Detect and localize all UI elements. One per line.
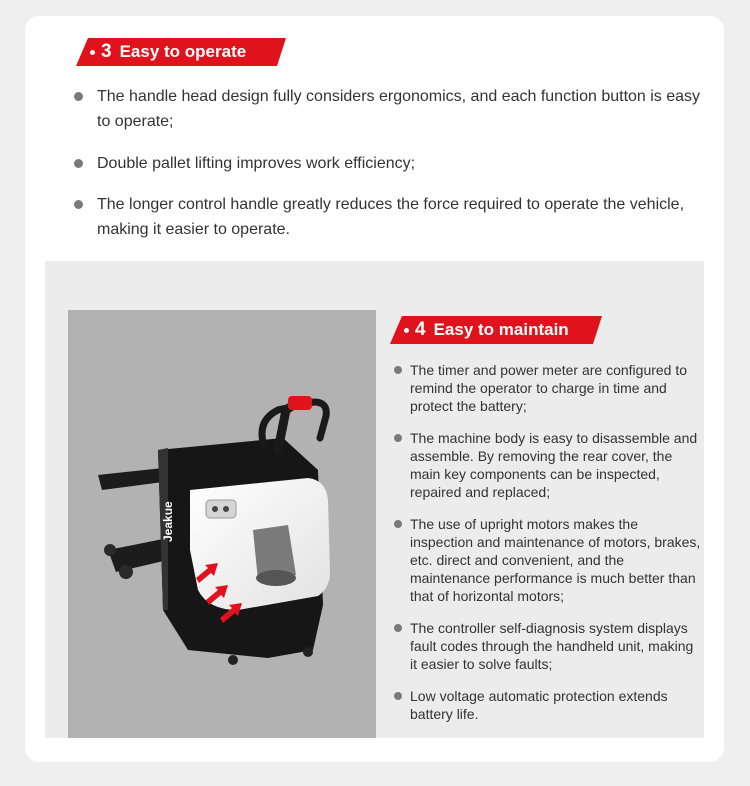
bullet-icon	[394, 434, 402, 442]
maintain-panel	[45, 261, 704, 738]
list-item	[392, 515, 702, 605]
bullet-icon	[74, 159, 83, 168]
section-4-tag	[390, 316, 602, 344]
section-4-title: Easy to maintain	[433, 320, 569, 339]
list-item	[392, 619, 702, 673]
brand-label: Jeakue	[161, 501, 175, 542]
list-item	[71, 192, 701, 242]
tag-dot	[404, 328, 409, 333]
list-item	[71, 151, 701, 176]
section-4-list	[392, 361, 702, 723]
list-item	[392, 429, 702, 501]
pallet-truck-illustration	[68, 310, 376, 738]
list-item	[71, 84, 701, 134]
list-item-text: Double pallet lifting improves work efficiency;	[97, 155, 416, 172]
list-item-text: The machine body is easy to disassemble and assemble. By removing the rear cover, the main key components can be inspected, repaired and replaced;	[410, 430, 698, 500]
bullet-icon	[394, 520, 402, 528]
content-card	[25, 16, 724, 762]
section-3-list	[71, 84, 701, 242]
list-item	[392, 687, 702, 723]
section-4-number: 4	[415, 319, 426, 340]
list-item-text: The timer and power meter are configured to remind the operator to charge in time and protect the battery;	[410, 362, 688, 414]
list-item-text: Low voltage automatic protection extends battery life.	[410, 688, 668, 722]
list-item-text: The longer control handle greatly reduces the force required to operate the vehicle, making it easier to operate.	[97, 196, 685, 238]
list-item-text: The handle head design fully considers ergonomics, and each function button is easy to operate;	[97, 88, 701, 130]
section-3-number: 3	[101, 41, 112, 62]
list-item-text: The use of upright motors makes the inspection and maintenance of motors, brakes, etc. direct and convenient, and the maintenance performance is much better than that of horizontal motors;	[410, 516, 701, 604]
bullet-icon	[394, 692, 402, 700]
bullet-icon	[394, 366, 402, 374]
tag-dot	[90, 50, 95, 55]
list-item	[392, 361, 702, 415]
bullet-icon	[394, 624, 402, 632]
product-photo	[68, 310, 376, 738]
section-3-title: Easy to operate	[119, 42, 247, 61]
section-3-tag	[76, 38, 286, 66]
list-item-text: The controller self-diagnosis system displays fault codes through the handheld unit, making it easier to solve faults;	[410, 620, 694, 672]
bullet-icon	[74, 92, 83, 101]
bullet-icon	[74, 200, 83, 209]
